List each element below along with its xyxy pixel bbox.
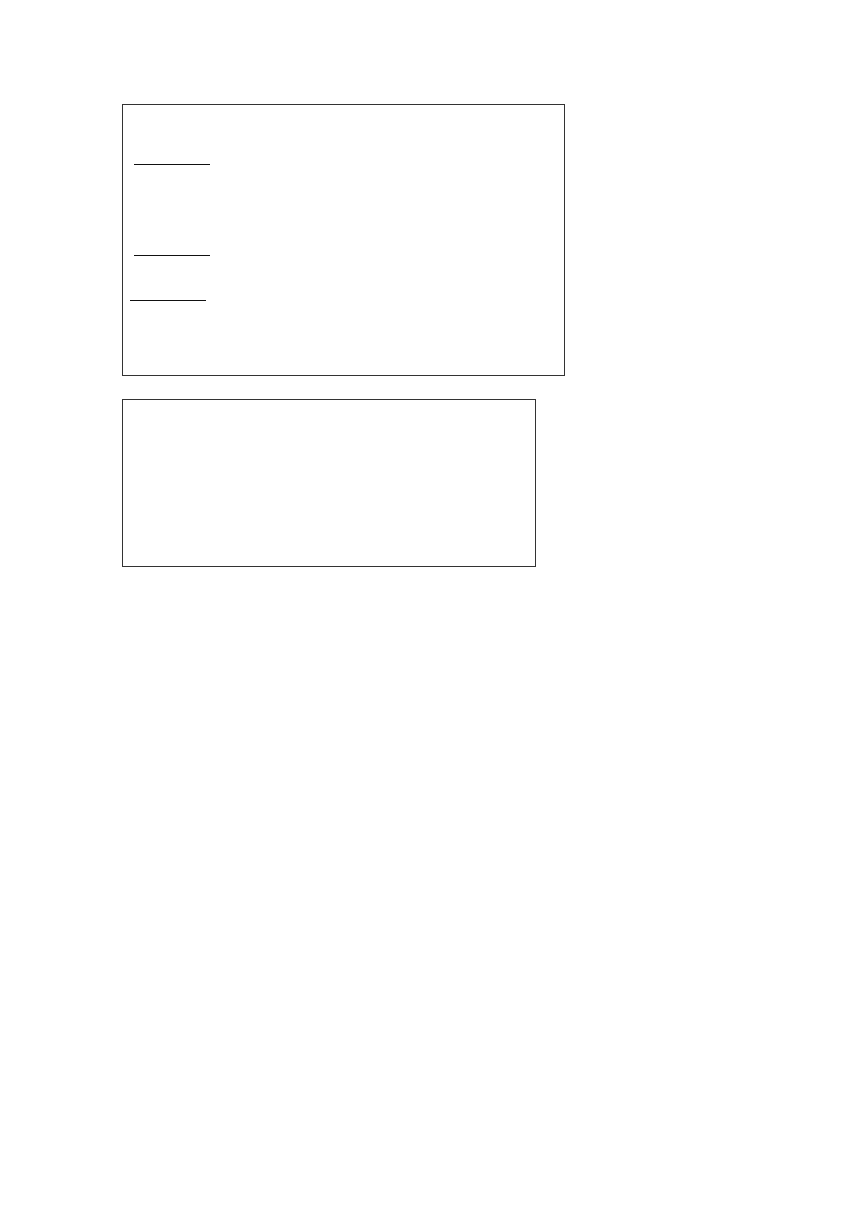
dialogue-box <box>122 104 565 376</box>
dialogue-line-8 <box>130 289 206 307</box>
options-box <box>122 399 536 567</box>
dialogue-line-3 <box>130 153 210 171</box>
answer-blank-35[interactable] <box>130 300 206 301</box>
dialogue-line-6 <box>130 244 210 262</box>
answer-blank-34[interactable] <box>134 255 210 256</box>
answer-blank-33[interactable] <box>134 164 210 165</box>
